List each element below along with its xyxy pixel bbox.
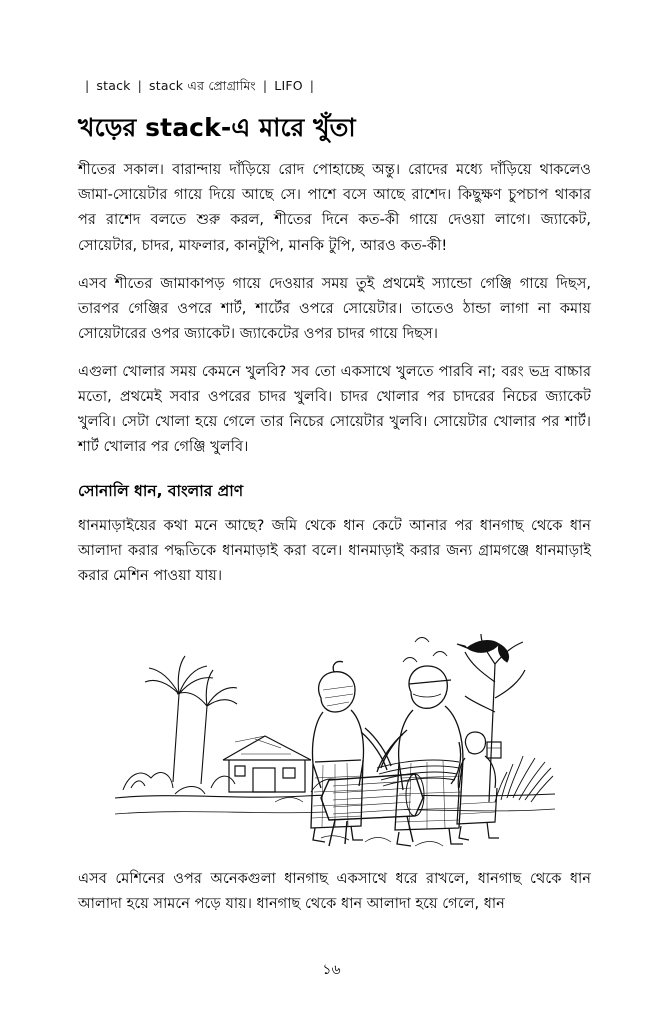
section-heading: সোনালি ধান, বাংলার প্রাণ bbox=[78, 482, 244, 501]
paragraph-after-figure: এসব মেশিনের ওপর অনেকগুলা ধানগাছ একসাথে ধরে রাখলে, ধানগাছ থেকে ধান আলাদা হয়ে সামনে পড়ে যায়। ধানগাছ থেকে ধান আলাদা হয়ে গেলে, ধান bbox=[78, 869, 591, 912]
breadcrumb-separator: | bbox=[309, 78, 315, 93]
paragraph-2: এসব শীতের জামাকাপড় গায়ে দেওয়ার সময় তুই প্রথমেই স্যান্ডো গেঞ্জি গায়ে দিছস, তারপর গেঞ্জির ওপরে শার্ট, শার্টের ওপরে সোয়েটার। তাতেও ঠান্ডা লাগা না কমায় সোয়েটারের ওপর জ্যাকেট। জ্যাকেটের ওপর চাদর গায়ে দিছস। bbox=[78, 274, 591, 342]
paragraph-1: শীতের সকাল। বারান্দায় দাঁড়িয়ে রোদ পোহাচ্ছে অন্তু। রোদের মধ্যে দাঁড়িয়ে থাকলেও জামা-সোয়েটার গায়ে দিয়ে আছে সে। পাশে বসে আছে রাশেদ। কিছুক্ষণ চুপচাপ থাকার পর রাশেদ বলতে শুরু করল, শীতের দিনে কত-কী গায়ে দেওয়া লাগে। জ্যাকেট, সোয়েটার, চাদর, মাফলার, কানটুপি, মানকি টুপি, আরও কত-কী! bbox=[78, 161, 591, 254]
breadcrumb-item-2: stack এর প্রোগ্রামিং bbox=[149, 78, 256, 93]
breadcrumb-item-3: LIFO bbox=[274, 78, 303, 93]
paragraph-3: এগুলা খোলার সময় কেমনে খুলবি? সব তো একসাথে খুলতে পারবি না; বরং ভদ্র বাচ্চার মতো, প্রথমেই সবার ওপরের চাদর খুলবি। চাদর খোলার পর চাদরের নিচের জ্যাকেট খুলবি। সেটা খোলা হয়ে গেলে তার নিচের সোয়েটার খুলবি। সোয়েটার খোলার পর শার্ট। শার্ট খোলার পর গেঞ্জি খুলবি। bbox=[78, 362, 591, 456]
illustration-threshing-machine bbox=[78, 602, 591, 852]
page-number: ১৬ bbox=[322, 962, 341, 978]
breadcrumb bbox=[78, 78, 591, 98]
breadcrumb-separator: | bbox=[137, 78, 143, 93]
breadcrumb-item-1: stack bbox=[96, 78, 131, 93]
breadcrumb-separator: | bbox=[85, 78, 90, 93]
breadcrumb-separator: | bbox=[262, 78, 268, 93]
section-paragraph: ধানমাড়াইয়ের কথা মনে আছে? জমি থেকে ধান কেটে আনার পর ধানগাছ থেকে ধান আলাদা করার পদ্ধতিকে ধানমাড়াই করা বলে। ধানমাড়াই করার জন্য গ্রামগঞ্জে ধানমাড়াই করার মেশিন পাওয়া যায়। bbox=[78, 517, 591, 585]
page-title: খড়ের stack-এ মারে খুঁতা bbox=[78, 113, 356, 142]
